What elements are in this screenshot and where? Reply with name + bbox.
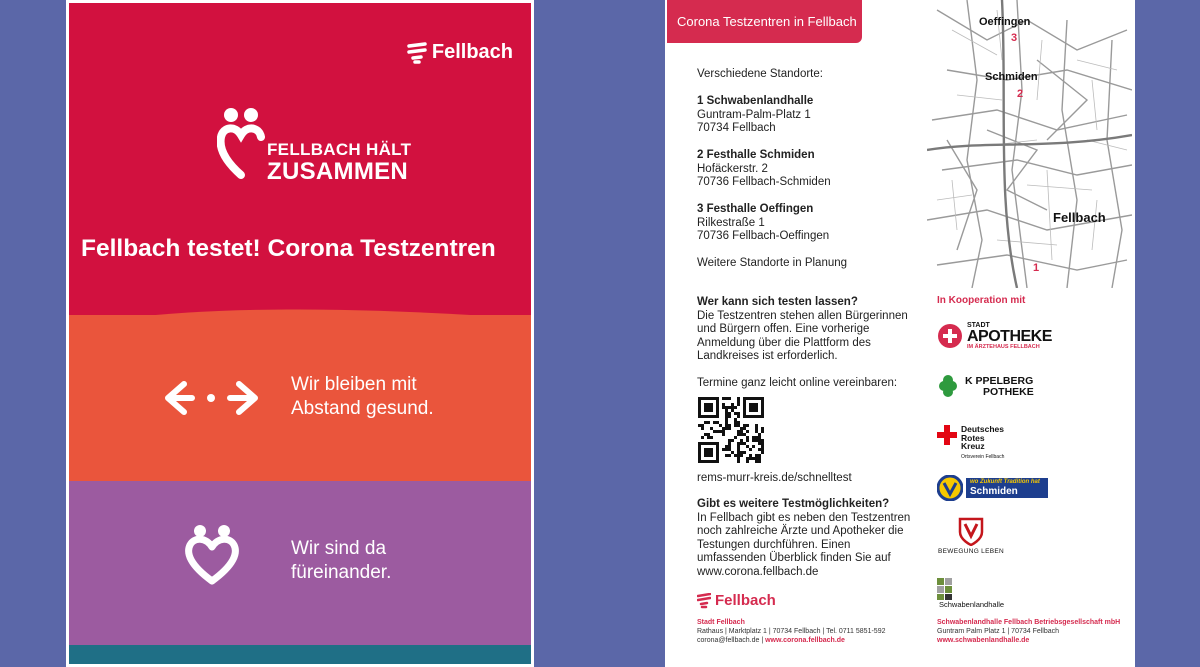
footer-left-line1: Stadt Fellbach — [697, 619, 745, 626]
cooperation-title: In Kooperation mit — [937, 295, 1026, 306]
who-line: und Bürgern offen. Eine vorherige — [697, 323, 870, 335]
drk-line2: Rotes — [961, 432, 985, 443]
footer-left-line2: Rathaus | Marktplatz 1 | 70734 Fellbach | Tel. 0711 5851-592 — [697, 628, 886, 635]
apotheke-sub: IM ÄRZTEHAUS FELLBACH — [967, 344, 1040, 350]
pharmacy-cross-icon — [937, 323, 963, 349]
schwabenlandhalle-logo — [937, 578, 1004, 609]
location-street: Hofäckerstr. 2 — [697, 162, 768, 175]
slogan2-line2: füreinander. — [291, 562, 392, 583]
heart-people-icon — [217, 103, 265, 183]
teal-strip — [69, 645, 531, 664]
kappelberg-top: K PPELBERG — [965, 374, 1034, 387]
headline: Fellbach testet! Corona Testzentren — [81, 235, 496, 262]
who-line: Landkreises ist erforderlich. — [697, 350, 838, 362]
bewegung-logo — [937, 516, 1005, 555]
who-line: Die Testzentren stehen allen Bürgerinnen — [697, 309, 908, 322]
map-marker-2: 2 — [1017, 88, 1024, 100]
club-shield-icon — [957, 516, 985, 546]
location-title: 2 Festhalle Schmiden — [697, 149, 815, 161]
kappelberg-logo — [937, 374, 1034, 400]
footer-right-line1: Schwabenlandhalle Fellbach Betriebsgesellschaft mbH — [937, 619, 1121, 626]
map-label-oeffingen: Oeffingen — [979, 16, 1031, 28]
qr-code[interactable] — [698, 397, 764, 463]
who-section — [697, 296, 908, 364]
distance-arrows-icon — [164, 378, 259, 418]
footer-email[interactable]: corona@fellbach.de | — [697, 637, 766, 644]
more-line: umfassenden Überblick finden Sie auf — [697, 552, 891, 564]
schwabenlandhalle-icon — [937, 578, 959, 600]
tv-emblem-icon — [937, 475, 963, 501]
drk-sub: Ortsverein Fellbach — [961, 453, 1005, 460]
red-cross-icon — [937, 425, 957, 445]
fellbach-logo-icon — [407, 42, 427, 64]
clover-icon — [937, 374, 959, 400]
hero-line1: FELLBACH HÄLT — [267, 140, 412, 159]
location-city: 70734 Fellbach — [697, 122, 776, 134]
apotheke-logo — [937, 322, 1052, 351]
street-map — [927, 0, 1132, 288]
footer-brand — [697, 592, 776, 609]
more-line: Testungen durchführen. Einen — [697, 538, 851, 551]
who-line: Anmeldung über die Plattform des — [697, 336, 871, 349]
location-street: Guntram-Palm-Platz 1 — [697, 108, 811, 121]
slogan1-line2: Abstand gesund. — [291, 398, 434, 419]
poster-panel — [66, 0, 534, 667]
more-options-section — [697, 498, 910, 579]
location-city: 70736 Fellbach-Schmiden — [697, 176, 831, 188]
more-title: Gibt es weitere Testmöglichkeiten? — [697, 498, 890, 510]
slogan1-line1: Wir bleiben mit — [291, 374, 417, 395]
kappelberg-bottom: POTHEKE — [983, 386, 1034, 398]
info-panel — [665, 0, 1135, 667]
slogan-distance — [291, 373, 434, 421]
footer-right-line2: Guntram Palm Platz 1 | 70734 Fellbach — [937, 628, 1060, 635]
location-title: 3 Festhalle Oeffingen — [697, 203, 814, 215]
tv-top: wo Zukunft Tradition hat — [970, 479, 1040, 486]
fellbach-brand — [407, 41, 513, 64]
more-locations: Weitere Standorte in Planung — [697, 257, 848, 269]
brand-text: Fellbach — [431, 41, 513, 63]
slogan-together — [291, 537, 391, 585]
tv-schmiden-logo — [937, 475, 1048, 501]
map-marker-1: 1 — [1033, 262, 1040, 274]
footer-brand-text: Fellbach — [715, 592, 776, 609]
schwabenlandhalle-text: Schwabenlandhalle — [939, 600, 1005, 609]
more-line: noch zahlreiche Ärzte und Apotheker die — [697, 525, 904, 537]
who-title: Wer kann sich testen lassen? — [697, 296, 858, 308]
location-1 — [697, 95, 813, 136]
footer-left — [697, 618, 885, 645]
map-label-fellbach: Fellbach — [1053, 210, 1106, 225]
footer-website[interactable]: www.corona.fellbach.de — [765, 637, 845, 644]
tv-main: Schmiden — [970, 485, 1018, 497]
location-street: Rilkestraße 1 — [697, 216, 765, 229]
hero-logo — [217, 103, 411, 184]
location-city: 70736 Fellbach-Oeffingen — [697, 230, 830, 242]
heart-people-icon — [184, 523, 240, 585]
title-tab: Corona Testzentren in Fellbach — [667, 0, 862, 43]
location-3 — [697, 203, 829, 244]
bewegung-text: BEWEGUNG LEBEN — [938, 548, 1004, 555]
corona-link[interactable]: www.corona.fellbach.de — [697, 565, 819, 578]
footer-right-website[interactable]: www.schwabenlandhalle.de — [937, 637, 1030, 644]
location-map — [927, 0, 1132, 288]
more-line: In Fellbach gibt es neben den Testzentren — [697, 511, 911, 524]
slogan2-line1: Wir sind da — [291, 538, 387, 559]
schnelltest-link[interactable]: rems-murr-kreis.de/schnelltest — [697, 472, 852, 484]
drk-line1: Deutsches — [961, 424, 1004, 434]
apotheke-top: STADT — [967, 322, 990, 329]
location-title: 1 Schwabenlandhalle — [697, 95, 814, 107]
drk-logo — [937, 425, 1004, 460]
hero-line2: ZUSAMMEN — [267, 158, 409, 185]
drk-line3: Kreuz — [961, 441, 985, 451]
fellbach-logo-icon — [697, 593, 711, 609]
location-2 — [697, 149, 831, 190]
apotheke-main: APOTHEKE — [967, 328, 1052, 345]
intro-text: Verschiedene Standorte: — [697, 68, 823, 80]
footer-right — [937, 618, 1120, 645]
map-label-schmiden: Schmiden — [985, 71, 1038, 83]
termine-text: Termine ganz leicht online vereinbaren: — [697, 377, 898, 389]
map-marker-3: 3 — [1011, 32, 1018, 44]
